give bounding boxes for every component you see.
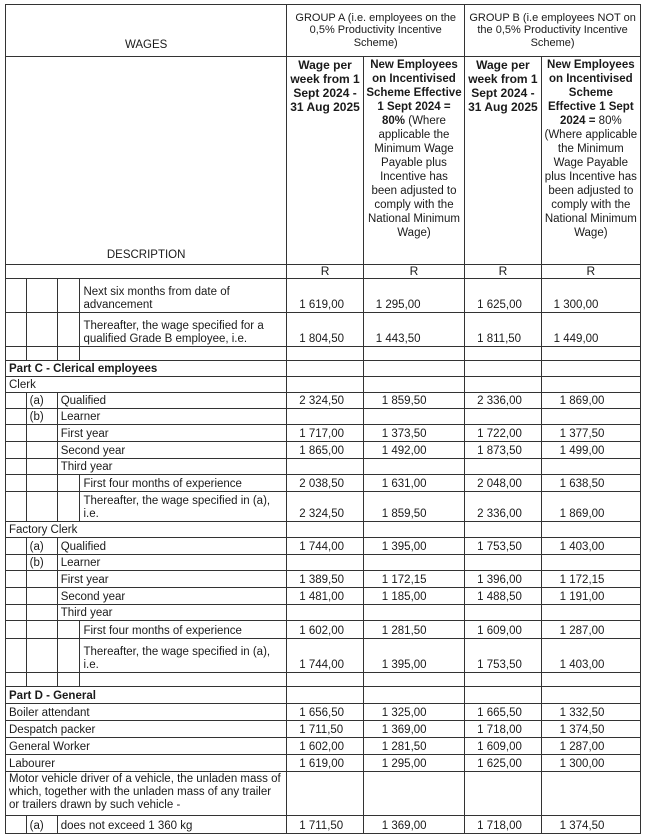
col-new-a-title: New Employees on Incentivised Scheme Effective 1 Sept 2024 = 80% — [366, 59, 462, 127]
part-c-heading: Part C - Clerical employees — [6, 361, 287, 377]
col-new-b-note: 80% (Where applicable the Minimum Wage Payable plus Incentive has been adjusted to comply with the National Minimum Wage) — [544, 115, 638, 239]
table-row: Second year 1 481,00 1 185,00 1 488,50 1 191,00 — [6, 588, 641, 605]
wages-label: WAGES — [6, 5, 287, 57]
table-row: (a) Qualified 2 324,50 1 859,50 2 336,00 1 869,00 — [6, 393, 641, 409]
table-row: Thereafter, the wage specified in (a), i.e. 1 744,00 1 395,00 1 753,50 1 403,00 — [6, 639, 641, 673]
col-new-a-note: (Where applicable the Minimum Wage Payable plus Incentive has been adjusted to comply with the National Minimum Wage) — [367, 115, 460, 239]
currency-a1: R — [287, 265, 364, 279]
table-row: Third year — [6, 605, 641, 621]
table-row: First year 1 717,00 1 373,50 1 722,00 1 377,50 — [6, 425, 641, 442]
col-new-b — [541, 57, 640, 265]
spacer-row — [6, 347, 641, 361]
table-row: (b) Learner — [6, 409, 641, 425]
table-row: (b) Learner — [6, 555, 641, 571]
table-row: First four months of experience 1 602,00 1 281,50 1 609,00 1 287,00 — [6, 621, 641, 639]
table-row: (a) Qualified 1 744,00 1 395,00 1 753,50 1 403,00 — [6, 538, 641, 555]
table-row: Despatch packer 1 711,50 1 369,00 1 718,00 1 374,50 — [6, 721, 641, 738]
clerk-label: Clerk — [6, 377, 287, 393]
description-label: DESCRIPTION — [6, 57, 287, 265]
table-row: First year 1 389,50 1 172,15 1 396,00 1 172,15 — [6, 571, 641, 588]
col-wage-a: Wage per week from 1 Sept 2024 - 31 Aug 2025 — [287, 57, 364, 265]
table-row: Thereafter, the wage specified in (a), i.e. 2 324,50 1 859,50 2 336,00 1 869,00 — [6, 492, 641, 522]
currency-b2: R — [541, 265, 640, 279]
header-row-groups — [6, 5, 641, 57]
table-row: Motor vehicle driver of a vehicle, the unladen mass of which, together with the unladen mass of any trailer or trailers drawn by such vehicle - — [6, 772, 641, 816]
table-row: Labourer 1 619,00 1 295,00 1 625,00 1 300,00 — [6, 755, 641, 772]
table-row: Third year — [6, 459, 641, 475]
part-d-heading: Part D - General — [6, 687, 287, 704]
currency-a2: R — [363, 265, 464, 279]
factory-clerk-label: Factory Clerk — [6, 522, 287, 538]
section-heading-row — [6, 687, 641, 704]
currency-b1: R — [465, 265, 542, 279]
table-row: General Worker 1 602,00 1 281,50 1 609,00 1 287,00 — [6, 738, 641, 755]
row-label: Thereafter, the wage specified for a qualified Grade B employee, i.e. — [80, 313, 287, 347]
table-row: Second year 1 865,00 1 492,00 1 873,50 1 499,00 — [6, 442, 641, 459]
group-a-header: GROUP A (i.e. employees on the 0,5% Productivity Incentive Scheme) — [287, 5, 465, 57]
wages-table — [5, 4, 641, 834]
table-row: Thereafter, the wage specified for a qualified Grade B employee, i.e. 1 804,50 1 443,50 1 811,50 1 449,00 — [6, 313, 641, 347]
table-row: First four months of experience 2 038,50 1 631,00 2 048,00 1 638,50 — [6, 475, 641, 492]
table-row: Boiler attendant 1 656,50 1 325,00 1 665,50 1 332,50 — [6, 704, 641, 721]
header-row-columns — [6, 57, 641, 265]
group-b-header: GROUP B (i.e employees NOT on the 0,5% Productivity Incentive Scheme) — [465, 5, 641, 57]
currency-row — [6, 265, 641, 279]
row-label: Next six months from date of advancement — [80, 279, 287, 313]
col-new-b-title: New Employees on Incentivised Scheme Effective 1 Sept 2024 = — [547, 59, 635, 127]
table-row — [6, 522, 641, 538]
table-row — [6, 377, 641, 393]
section-heading-row — [6, 361, 641, 377]
col-wage-b: Wage per week from 1 Sept 2024 - 31 Aug 2025 — [465, 57, 542, 265]
table-row: Next six months from date of advancement 1 619,00 1 295,00 1 625,00 1 300,00 — [6, 279, 641, 313]
spacer-row — [6, 673, 641, 687]
table-row: (a) does not exceed 1 360 kg 1 711,50 1 369,00 1 718,00 1 374,50 — [6, 816, 641, 834]
col-new-a — [363, 57, 464, 265]
